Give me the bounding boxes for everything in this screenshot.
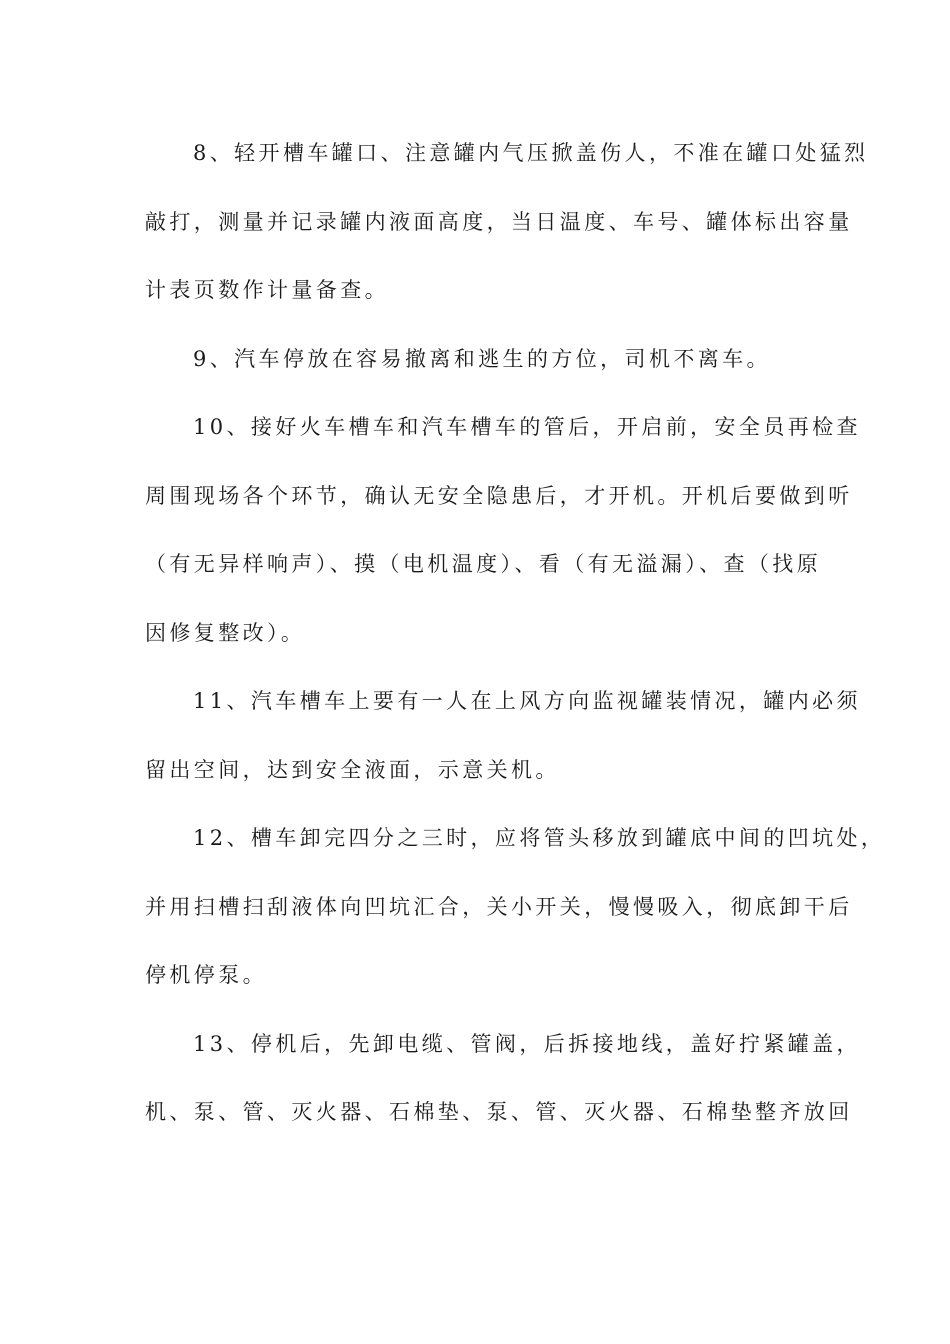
paragraph-8-line-3: 计表页数作计量备查。 bbox=[145, 278, 389, 302]
paragraph-11-line-1: 11、汽车槽车上要有一人在上风方向监视罐装情况，罐内必须 bbox=[193, 689, 861, 713]
paragraph-10-line-1: 10、接好火车槽车和汽车槽车的管后，开启前，安全员再检查 bbox=[193, 415, 861, 439]
paragraph-12-line-2: 并用扫槽扫刮液体向凹坑汇合，关小开关，慢慢吸入，彻底卸干后 bbox=[145, 894, 853, 919]
paragraph-9-line-1: 9、汽车停放在容易撤离和逃生的方位，司机不离车。 bbox=[193, 346, 771, 371]
paragraph-8-line-2: 敲打，测量并记录罐内液面高度，当日温度、车号、罐体标出容量 bbox=[145, 209, 853, 234]
paragraph-13-line-2: 机、泵、管、灭火器、石棉垫、泵、管、灭火器、石棉垫整齐放回 bbox=[145, 1100, 853, 1124]
paragraph-10-line-4: 因修复整改）。 bbox=[145, 620, 306, 645]
paragraph-11-line-2: 留出空间，达到安全液面，示意关机。 bbox=[145, 757, 560, 782]
paragraph-12-line-3: 停机停泵。 bbox=[145, 963, 267, 987]
document-body bbox=[145, 128, 886, 1156]
paragraph-8-line-1: 8、轻开槽车罐口、注意罐内气压掀盖伤人，不准在罐口处猛烈 bbox=[193, 141, 869, 165]
paragraph-12-line-1: 12、槽车卸完四分之三时，应将管头移放到罐底中间的凹坑处， bbox=[193, 826, 886, 850]
paragraph-13-line-1: 13、停机后，先卸电缆、管阀，后拆接地线，盖好拧紧罐盖， bbox=[193, 1031, 861, 1056]
paragraph-10-line-3: （有无异样响声）、摸（电机温度）、看（有无溢漏）、查（找原 bbox=[145, 552, 822, 576]
paragraph-10-line-2: 周围现场各个环节，确认无安全隐患后，才开机。开机后要做到听 bbox=[145, 483, 853, 508]
